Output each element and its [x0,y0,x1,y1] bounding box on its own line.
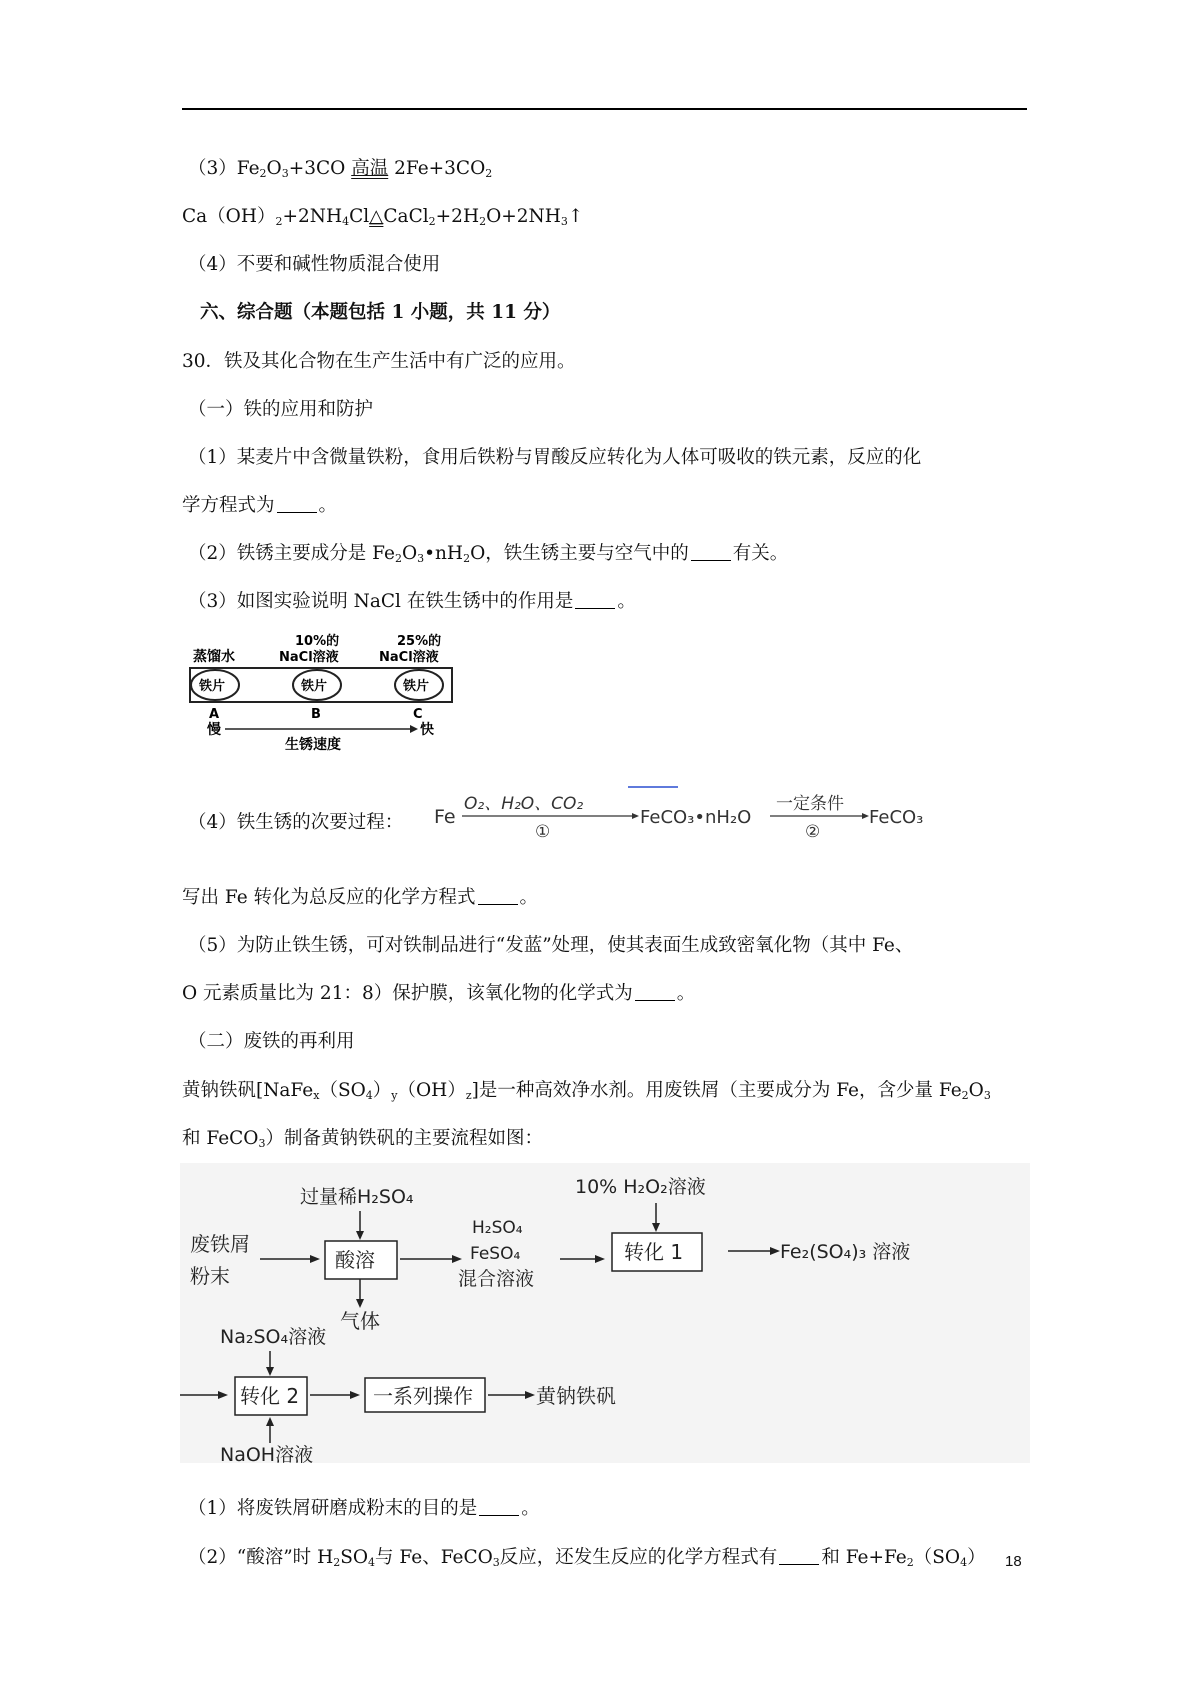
scheme-condition-2: 一定条件 [776,794,844,814]
flow-fe2so43: Fe₂(SO₄)₃ 溶液 [780,1241,911,1263]
paragraph-jarosite-line2: 和 FeCO$_3$）制备黄钠铁矾的主要流程如图： [182,1128,543,1150]
letter-a: A [209,707,220,722]
sub-question-4b: 写出 Fe 转化为总反应的化学方程式 。 [182,887,539,908]
plate-label-b: 铁片 [301,679,328,694]
answer-line-3: $(3)Fe_2O_3+3CO$ 高温 $2Fe+3CO_2$ [188,158,493,180]
flow-conv-2-label: 转化 2 [240,1384,300,1408]
answer-blank [478,886,518,905]
answer-blank [779,1546,819,1565]
sub-question-5-line2: O 元素质量比为 21：8）保护膜，该氧化物的化学式为 。 [182,983,696,1004]
flow-acid-input: 过量稀H₂SO₄ [300,1186,414,1208]
label-nacl-1: NaCl溶液 [279,650,339,665]
part-1-title: （一）铁的应用和防护 [188,399,374,420]
flow-mix-2: FeSO₄ [470,1244,521,1264]
label-rust-speed: 生锈速度 [285,737,341,753]
sub-question-3: （3）如图实验说明 NaCl 在铁生锈中的作用是 。 [188,591,636,612]
flow-mix-3: 混合溶液 [458,1268,535,1290]
header-rule [182,108,1027,110]
rust-experiment-figure [185,628,455,753]
condition-high-temp: 高温 [351,158,389,179]
letter-b: B [311,707,321,722]
scheme-product: FeCO₃ [869,807,924,828]
sub-question-1-line2: 学方程式为 。 [182,495,338,516]
answer-blank [691,542,731,561]
answer-blank [635,982,675,1001]
scheme-arrowhead-1 [632,813,639,819]
sub-question-4: （4）铁生锈的次要过程： [188,812,404,833]
scheme-step-1: ① [535,822,551,842]
section-title: 六、综合题（本题包括 1 小题，共 11 分） [200,302,561,323]
process-question-1: （1）将废铁屑研磨成粉末的目的是 。 [188,1498,540,1519]
answer-blank [479,1497,519,1516]
scheme-intermediate: FeCO₃•nH₂O [640,807,752,828]
speed-arrow-head [410,725,418,733]
paragraph-jarosite-line1: 黄钠铁矾$[NaFe_x(SO_4)_y(OH)_z]$是一种高效净水剂。用废铁屑（主要成分为 Fe，含少量 $Fe_2O_3$ [182,1080,991,1102]
scheme-step-2: ② [805,822,821,842]
label-fast: 快 [420,722,434,738]
rust-reaction-scheme [432,785,952,847]
scheme-fe: Fe [434,806,456,828]
flow-h2o2: 10% H₂O₂溶液 [575,1176,706,1198]
flow-ops-label: 一系列操作 [373,1384,473,1408]
flow-na2so4: Na₂SO₄溶液 [220,1326,327,1348]
label-25pct: 25%的 [397,634,442,649]
label-slow: 慢 [207,722,221,738]
sub-question-1-line1: （1）某麦片中含微量铁粉，食用后铁粉与胃酸反应转化为人体可吸收的铁元素，反应的化 [188,447,922,468]
scheme-condition-1: O₂、H₂O、CO₂ [464,794,584,814]
sub-question-2: （2）铁锈主要成分是 $Fe_2O_3•nH_2O$，铁生锈主要与空气中的 有关。 [188,543,789,565]
label-10pct: 10%的 [295,634,340,649]
process-flow-figure [180,1163,1030,1463]
letter-c: C [413,707,423,722]
plate-label-a: 铁片 [199,679,226,694]
flow-product: 黄钠铁矾 [536,1384,616,1408]
page-number: 18 [1005,1553,1022,1570]
question-30: 30．铁及其化合物在生产生活中有广泛的应用。 [182,351,576,372]
flow-raw-2: 粉末 [190,1264,230,1288]
flow-naoh: NaOH溶液 [220,1444,314,1463]
part-2-title: （二）废铁的再利用 [188,1031,355,1052]
sub-question-5-line1: （5）为防止铁生锈，可对铁制品进行“发蓝”处理，使其表面生成致密氧化物（其中 Fe、 [188,935,914,956]
heat-triangle: △ [369,206,384,227]
label-nacl-2: NaCl溶液 [379,650,439,665]
answer-line-4: （4）不要和碱性物质混合使用 [188,254,441,275]
answer-blank [575,590,615,609]
answer-blank [277,494,317,513]
flow-mix-1: H₂SO₄ [472,1218,523,1238]
scheme-arrowhead-2 [862,813,869,819]
flow-raw-1: 废铁屑 [190,1232,250,1256]
plate-label-c: 铁片 [403,679,430,694]
process-question-2: （2）“酸溶”时 $H_2SO_4$与 Fe、FeCO$_3$反应，还发生反应的化学方程式有 和 $Fe+Fe_2(SO_4)$ [188,1547,986,1569]
flow-acid-box-label: 酸溶 [335,1248,375,1272]
flow-conv-1-label: 转化 1 [624,1240,684,1264]
flow-gas: 气体 [340,1309,380,1333]
answer-line-caoh: $Ca(OH)_2+2NH_4Cl\triangle CaCl_2+2H_2O+2NH_3↑$ [182,206,584,228]
label-distilled-water: 蒸馏水 [193,649,235,665]
